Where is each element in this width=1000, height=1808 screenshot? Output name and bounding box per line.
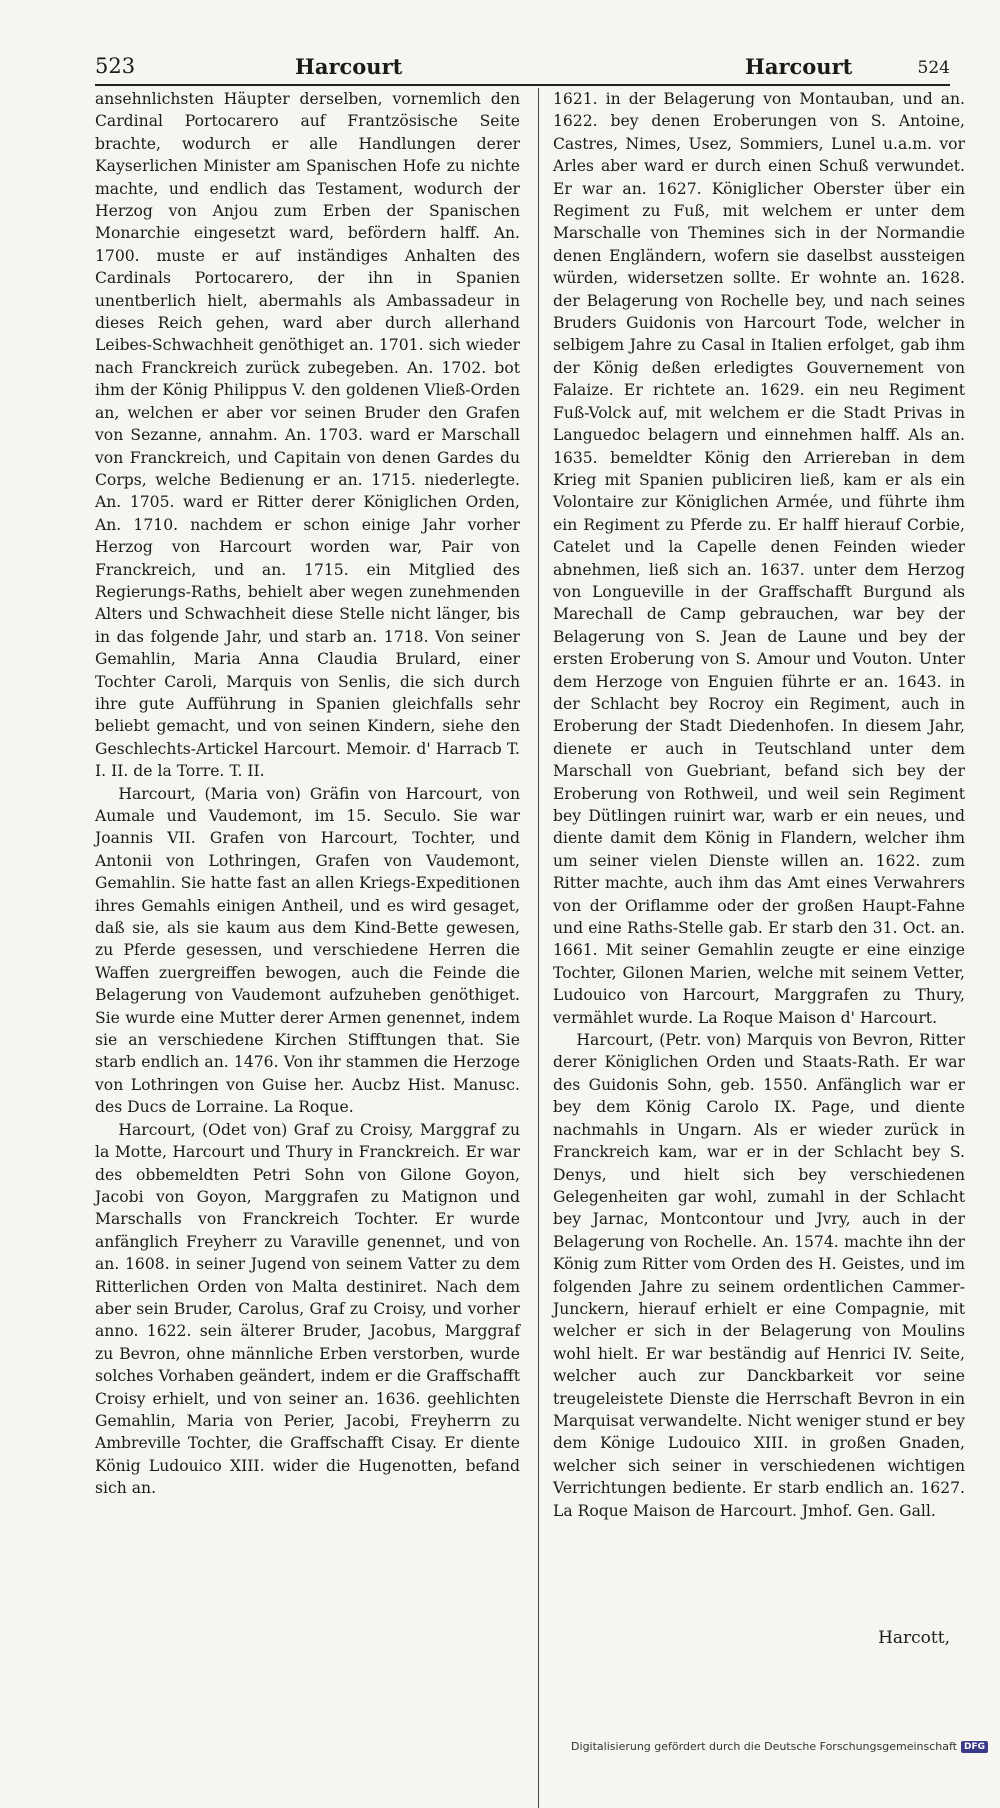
footer-text: Digitalisierung gefördert durch die Deutsche Forschungsgemeinschaft [571, 1740, 957, 1753]
dfg-logo: DFG [961, 1741, 988, 1753]
entry-continuation: ansehnlichsten Häupter derselben, vornemlich den Cardinal Portocarero auf Frantzösische Seite brachte, wodurch er alle Handlungen derer Kayserlichen Minister am Spanischen Hofe zu nichte machte, und endlich das Testament, wodurch der Herzog von Anjou zum Erben der Spanischen Monarchie eingesetzt ward, befördern halff. An. 1700. muste er auf inständiges Anhalten des Cardinals Portocarero, der ihn in Spanien unentberlich hielt, abermahls als Ambassadeur in dieses Reich gehen, ward aber durch allerhand Leibes-Schwachheit genöthiget an. 1701. sich wieder nach Franckreich zurück zubegeben. An. 1702. bot ihm der König Philippus V. den goldenen Vließ-Orden an, welchen er aber vor seinen Bruder den Grafen von Sezanne, annahm. An. 1703. ward er Marschall von Franckreich, und Capitain von denen Gardes du Corps, welche Bedienung er an. 1715. niederlegte. An. 1705. ward er Ritter derer Königlichen Orden, An. 1710. nachdem er schon einige Jahr vorher Herzog von Harcourt worden war, Pair von Franckreich, und an. 1715. ein Mitglied des Regierungs-Raths, behielt aber wegen zunehmenden Alters und Schwachheit diese Stelle nicht länger, bis in das folgende Jahr, und starb an. 1718. Von seiner Gemahlin, Maria Anna Claudia Brulard, einer Tochter Caroli, Marquis von Senlis, die sich durch ihre gute Aufführung in Spanien gleichfalls sehr beliebt gemacht, und von seinen Kindern, siehe den Geschlechts-Artickel Harcourt. Memoir. d' Harracb T. I. II. de la Torre. T. II. [95, 90, 520, 781]
entry-petr-harcourt: Harcourt, (Petr. von) Marquis von Bevron, Ritter derer Königlichen Orden und Staats-Rath. Er war des Guidonis Sohn, geb. 1550. Anfänglich war er bey dem König Carolo IX. Page, und diente nachmahls in Ungarn. Als er wieder zurück in Franckreich kam, war er in der Schlacht bey S. Denys, und hielt sich bey verschiedenen Gelegenheiten gar wohl, zumahl in der Schlacht bey Jarnac, Montcontour und Jvry, auch in der Belagerung von Rochelle. An. 1574. machte ihn der König zum Ritter vom Orden des H. Geistes, und im folgenden Jahre zu seinem ordentlichen Cammer-Junckern, hierauf erhielt er eine Compagnie, mit welcher er sich in der Belagerung von Moulins wohl hielt. Er war beständig auf Henrici IV. Seite, welcher auch zur Danckbarkeit vor seine treugeleistete Dienste die Herrschaft Bevron in ein Marquisat verwandelte. Nicht weniger stund er bey dem Könige Ludouico XIII. in großen Gnaden, welcher sich seiner in verschiedenen wichtigen Verrichtungen bediente. Er starb endlich an. 1627. La Roque Maison de Harcourt. Jmhof. Gen. Gall. [553, 1031, 965, 1520]
entry-odet-harcourt: Harcourt, (Odet von) Graf zu Croisy, Marggraf zu la Motte, Harcourt und Thury in Franckreich. Er war des obbemeldten Petri Sohn von Gilone Goyon, Jacobi von Goyon, Marggrafen zu Matignon und Marschalls von Franckreich Tochter. Er wurde anfänglich Freyherr zu Varaville genennet, und von an. 1608. in seiner Jugend von seinem Vatter zu dem Ritterlichen Orden von Malta destiniret. Nach dem aber sein Bruder, Carolus, Graf zu Croisy, und vorher anno. 1622. sein älterer Bruder, Jacobus, Marggraf zu Bevron, ohne männliche Erben verstorben, wurde solches Vorhaben geändert, indem er die Graffschafft Croisy erhielt, und von seiner an. 1636. geehlichten Gemahlin, Maria von Perier, Jacobi, Freyherrn zu Ambreville Tochter, die Graffschafft Cisay. Er diente König Ludouico XIII. wider die Hugenotten, befand sich an. [95, 1120, 520, 1498]
page-number-right: 524 [917, 58, 950, 78]
catchword: Harcott, [878, 1628, 950, 1648]
entry-odet-continuation: 1621. in der Belagerung von Montauban, und an. 1622. bey denen Eroberungen von S. Antoine, Castres, Nimes, Usez, Sommiers, Lunel u.a.m. vor Arles aber ward er durch einen Schuß verwundet. Er war an. 1627. Königlicher Oberster über ein Regiment zu Fuß, mit welchem er unter dem Marschalle von Themines sich in der Normandie denen Engländern, wofern sie daselbst aussteigen würden, widersetzen sollte. Er wohnte an. 1628. der Belagerung von Rochelle bey, und nach seines Bruders Guidonis von Harcourt Tode, welcher in selbigem Jahre zu Casal in Italien erfolget, gab ihm der König deßen erledigtes Gouvernement von Falaize. Er richtete an. 1629. ein neu Regiment Fuß-Volck auf, mit welchem er die Stadt Privas in Languedoc belagern und einnehmen halff. Als an. 1635. bemeldter König den Arriereban in dem Krieg mit Spanien publiciren ließ, kam er als ein Volontaire zur Königlichen Armée, und führte ihm ein Regiment zu Pferde zu. Er halff hierauf Corbie, Catelet und la Capelle denen Feinden wieder abnehmen, ließ sich an. 1637. unter dem Herzog von Longueville in der Graffschafft Burgund als Marechall de Camp gebrauchen, war bey der Belagerung von S. Jean de Laune und bey der ersten Eroberung von S. Amour und Vouton. Unter dem Herzoge von Enguien führte er an. 1643. in der Schlacht bey Rocroy ein Regiment, auch in Eroberung der Stadt Diedenhofen. In diesem Jahr, dienete er auch in Teutschland unter dem Marschall von Guebriant, befand sich bey der Eroberung von Rothweil, und weil sein Regiment bey Dütlingen ruinirt war, warb er ein neues, und diente damit dem König in Flandern, welcher ihm um seiner vielen Dienste willen an. 1622. zum Ritter machte, auch ihm das Amt eines Verwahrers von der Oriflamme oder der großen Haupt-Fahne und eine Raths-Stelle gab. Er starb den 31. Oct. an. 1661. Mit seiner Gemahlin zeugte er eine einzige Tochter, Gilonen Marien, welche mit seinem Vetter, Ludouico von Harcourt, Marggrafen zu Thury, vermählet wurde. La Roque Maison d' Harcourt. [553, 90, 965, 1027]
running-head-right: Harcourt [745, 54, 853, 79]
column-divider [538, 88, 539, 1808]
entry-maria-harcourt: Harcourt, (Maria von) Gräfin von Harcourt, von Aumale und Vaudemont, im 15. Seculo. Sie war Joannis VII. Grafen von Harcourt, Tochter, und Antonii von Lothringen, Grafen von Vaudemont, Gemahlin. Sie hatte fast an allen Kriegs-Expeditionen ihres Gemahls einigen Antheil, und es wird gesaget, daß sie, als sie kaum aus dem Kind-Bette gewesen, zu Pferde gesessen, und verschiedene Herren die Waffen zuergreiffen bewogen, auch die Feinde die Belagerung von Vaudemont aufzuheben genöthiget. Sie wurde eine Mutter derer Armen genennet, indem sie an verschiedene Kirchen Stifftungen that. Sie starb endlich an. 1476. Von ihr stammen die Herzoge von Lothringen von Guise her. Aucbz Hist. Manusc. des Ducs de Lorraine. La Roque. [95, 784, 520, 1117]
right-column [553, 88, 965, 1522]
digitization-footer [571, 1740, 988, 1753]
page-header [95, 52, 950, 86]
left-column [95, 88, 520, 1500]
running-head-left: Harcourt [295, 54, 403, 79]
page-number-left: 523 [95, 54, 136, 78]
